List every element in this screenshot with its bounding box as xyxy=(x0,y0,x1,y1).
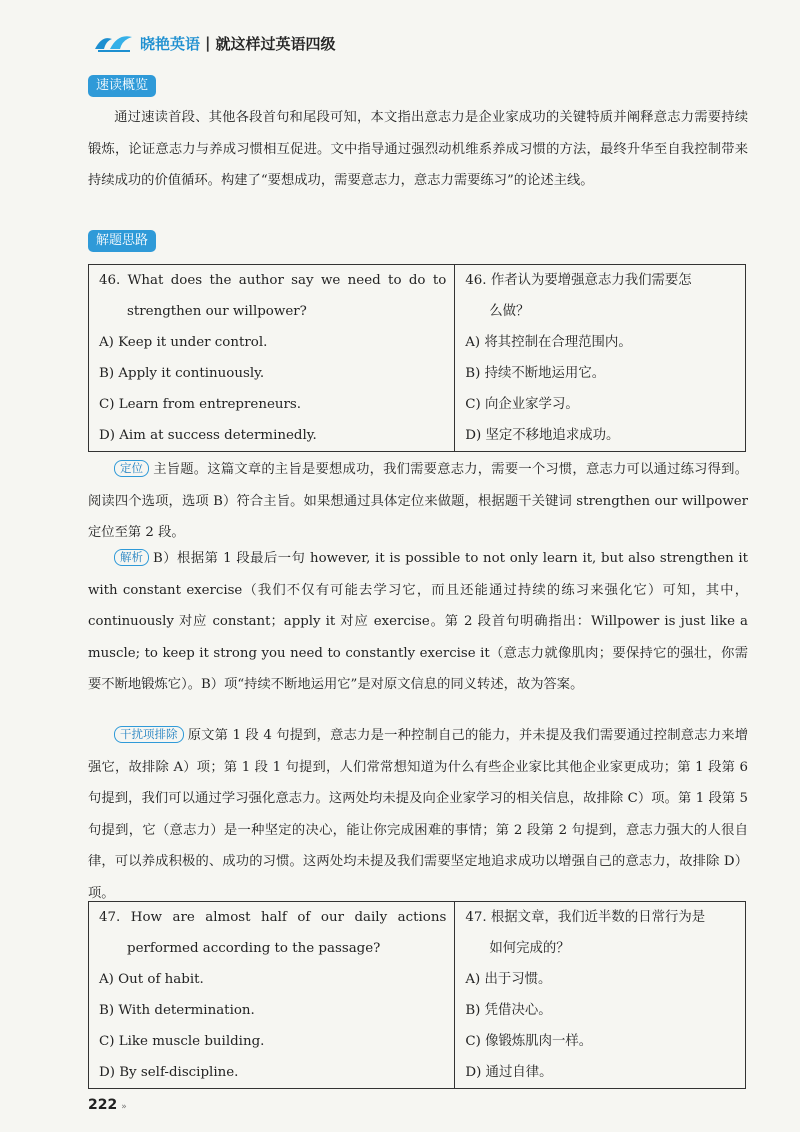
brand-name: 晓艳英语 xyxy=(140,34,201,53)
question-47-table xyxy=(88,901,746,1089)
q46-zh-option-b: B) 持续不断地运用它。 xyxy=(465,366,606,381)
q47-stem-line1: 47. How are almost half of our daily actions xyxy=(99,910,447,925)
q46-option-c: C) Learn from entrepreneurs. xyxy=(99,397,302,412)
overview-paragraph xyxy=(88,102,748,197)
q46-option-b: B) Apply it continuously. xyxy=(99,366,265,381)
q47-stem-line2: performed according to the passage? xyxy=(127,941,381,956)
locate-text: 主旨题。这篇文章的主旨是要想成功，我们需要意志力，需要一个习惯，意志力可以通过练习得到。阅读四个选项，选项 B）符合主旨。如果想通过具体定位来做题，根据题干关键词 strengthen our willpower 定位至第 2 段。 xyxy=(88,462,748,540)
q47-zh-option-a: A) 出于习惯。 xyxy=(465,972,552,987)
q46-option-d: D) Aim at success determinedly. xyxy=(99,428,317,443)
q47-english xyxy=(89,902,455,1089)
page-marker: » xyxy=(121,1102,127,1112)
logo-icon xyxy=(92,31,136,55)
q47-option-c: C) Like muscle building. xyxy=(99,1034,265,1049)
q47-zh-option-c: C) 像锻炼肌肉一样。 xyxy=(465,1034,593,1049)
q46-zh-stem-line2: 么做？ xyxy=(489,304,530,319)
locate-tag: 定位 xyxy=(114,460,149,477)
distractor-paragraph xyxy=(88,720,748,909)
analysis-tag: 解析 xyxy=(114,549,149,566)
overview-label: 速读概览 xyxy=(88,75,156,97)
q46-stem-line1: 46. What does the author say we need to do to xyxy=(99,273,447,288)
q47-zh-stem-line1: 47. 根据文章，我们近半数的日常行为是 xyxy=(465,910,706,925)
locate-paragraph xyxy=(88,454,748,549)
q46-zh-option-d: D) 坚定不移地追求成功。 xyxy=(465,428,620,443)
q47-option-b: B) With determination. xyxy=(99,1003,255,1018)
q46-option-a: A) Keep it under control. xyxy=(99,335,268,350)
q47-option-d: D) By self-discipline. xyxy=(99,1065,239,1080)
q47-chinese xyxy=(455,902,746,1089)
overview-text: 通过速读首段、其他各段首句和尾段可知，本文指出意志力是企业家成功的关键特质并阐释意志力需要持续锻炼，论证意志力与养成习惯相互促进。文中指导通过强烈动机维系养成习惯的方法，最终升华至自我控制带来持续成功的价值循环。构建了“要想成功，需要意志力，意志力需要练习”的论述主线。 xyxy=(88,110,748,188)
question-46-table xyxy=(88,264,746,452)
q47-zh-stem-line2: 如何完成的？ xyxy=(489,941,570,956)
analysis-paragraph xyxy=(88,543,748,701)
q46-zh-option-c: C) 向企业家学习。 xyxy=(465,397,579,412)
q46-zh-stem-line1: 46. 作者认为要增强意志力我们需要怎 xyxy=(465,273,692,288)
q46-chinese xyxy=(455,265,746,452)
distractor-text: 原文第 1 段 4 句提到，意志力是一种控制自己的能力，并未提及我们需要通过控制意志力来增强它，故排除 A）项；第 1 段 1 句提到，人们常常想知道为什么有些企业家比其他企业家更成功；第 1 段第 6 句提到，我们可以通过学习强化意志力。这两处均未提及向企业家学习的相关信息，故排除 C）项。第 1 段第 5 句提到，它（意志力）是一种坚定的决心，能让你完成困难的事情；第 2 段第 2 句提到，意志力强大的人很自律，可以养成积极的、成功的习惯。这两处均未提及我们需要坚定地追求成功以增强自己的意志力，故排除 D）项。 xyxy=(88,728,748,901)
book-title: 就这样过英语四级 xyxy=(215,34,336,53)
distractor-tag: 干扰项排除 xyxy=(114,726,184,743)
page-number: 222 xyxy=(88,1097,118,1113)
q46-zh-option-a: A) 将其控制在合理范围内。 xyxy=(465,335,632,350)
q47-option-a: A) Out of habit. xyxy=(99,972,204,987)
q47-zh-option-b: B) 凭借决心。 xyxy=(465,1003,552,1018)
q46-english xyxy=(89,265,455,452)
page-footer xyxy=(88,1097,127,1113)
solution-label: 解题思路 xyxy=(88,230,156,252)
header-separator: | xyxy=(205,34,211,52)
page-header xyxy=(92,28,336,58)
q46-stem-line2: strengthen our willpower? xyxy=(127,304,307,319)
q47-zh-option-d: D) 通过自律。 xyxy=(465,1065,553,1080)
analysis-text: B）根据第 1 段最后一句 however, it is possible to not only learn it, but also strengthen it with constant exercise（我们不仅有可能去学习它，而且还能通过持续的练习来强化它）可知，其中，continuously 对应 constant；apply it 对应 exercise。第 2 段首句明确指出：Willpower is just like a muscle; to keep it strong you need to constantly exercise it（意志力就像肌肉；要保持它的强壮，你需要不断地锻炼它）。B）项“持续不断地运用它”是对原文信息的同义转述，故为答案。 xyxy=(88,551,748,692)
